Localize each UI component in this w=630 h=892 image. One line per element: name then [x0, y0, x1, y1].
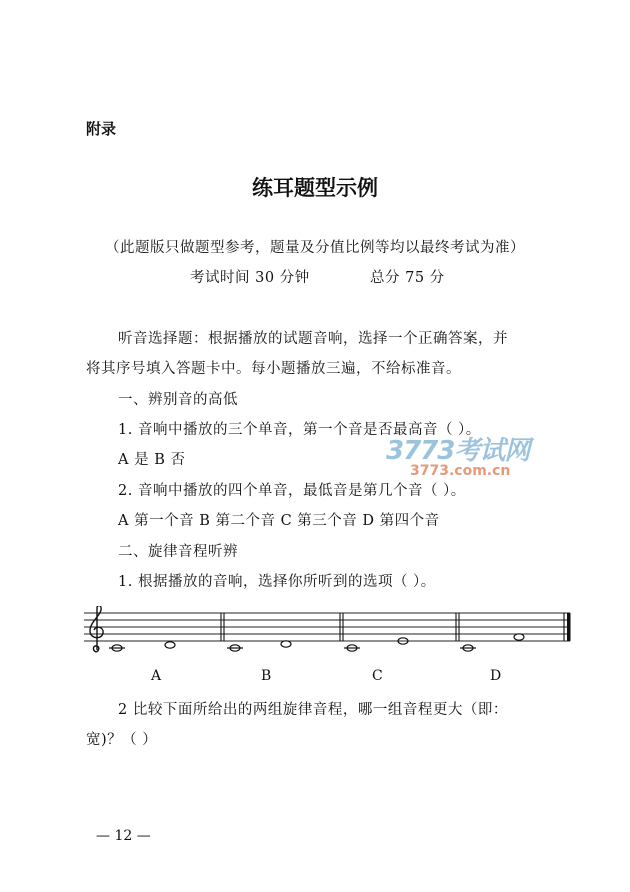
- instructions-line-2: 将其序号填入答题卡中。每小题播放三遍，不给标准音。: [86, 361, 461, 377]
- section-2-question-2-line-1: 2 比较下面所给出的两组旋律音程，哪一组音程更大（即：: [118, 702, 508, 718]
- note-d1: [460, 645, 476, 651]
- section-2-question-1: 1. 根据播放的音响，选择你所听到的选项（ ）。: [118, 574, 436, 590]
- note-d2: [514, 634, 524, 640]
- choice-label-d: D: [490, 668, 502, 684]
- note-b1: [227, 645, 243, 651]
- note-c1: [344, 645, 360, 651]
- section-1-question-1: 1. 音响中播放的三个单音，第一个音是否最高音（ ）。: [118, 422, 481, 438]
- page-title: 练耳题型示例: [252, 176, 378, 200]
- watermark-brand: 3773考试网: [386, 436, 530, 466]
- section-1-heading: 一、辨别音的高低: [118, 392, 238, 408]
- note-b2: [281, 641, 291, 647]
- watermark-url: 3773.com.cn: [410, 463, 511, 479]
- exam-time: 考试时间 30 分钟: [190, 270, 310, 286]
- choice-label-b: B: [261, 668, 272, 684]
- choice-label-c: C: [372, 668, 383, 684]
- section-1-question-1-options: A 是 B 否: [118, 452, 186, 468]
- exam-total: 总分 75 分: [370, 270, 445, 286]
- music-staff: [84, 606, 574, 656]
- staff-lines: [84, 613, 570, 641]
- section-2-question-2-line-2: 宽)？（ ）: [86, 732, 158, 748]
- section-1-question-2-options: A 第一个音 B 第二个音 C 第三个音 D 第四个音: [118, 513, 440, 529]
- watermark: [386, 430, 530, 490]
- choice-label-a: A: [151, 668, 162, 684]
- scope-note: （此题版只做题型参考，题量及分值比例等均以最终考试为准）: [105, 240, 525, 256]
- page-number: — 12 —: [96, 828, 151, 844]
- note-a1: [109, 645, 125, 651]
- instructions-line-1: 听音选择题：根据播放的试题音响，选择一个正确答案，并: [118, 331, 508, 347]
- appendix-label: 附录: [86, 120, 117, 138]
- note-a2: [165, 642, 175, 648]
- notes: [109, 634, 524, 651]
- section-1-question-2: 2. 音响中播放的四个单音，最低音是第几个音（ ）。: [118, 483, 466, 499]
- section-2-heading: 二、旋律音程听辨: [118, 544, 238, 560]
